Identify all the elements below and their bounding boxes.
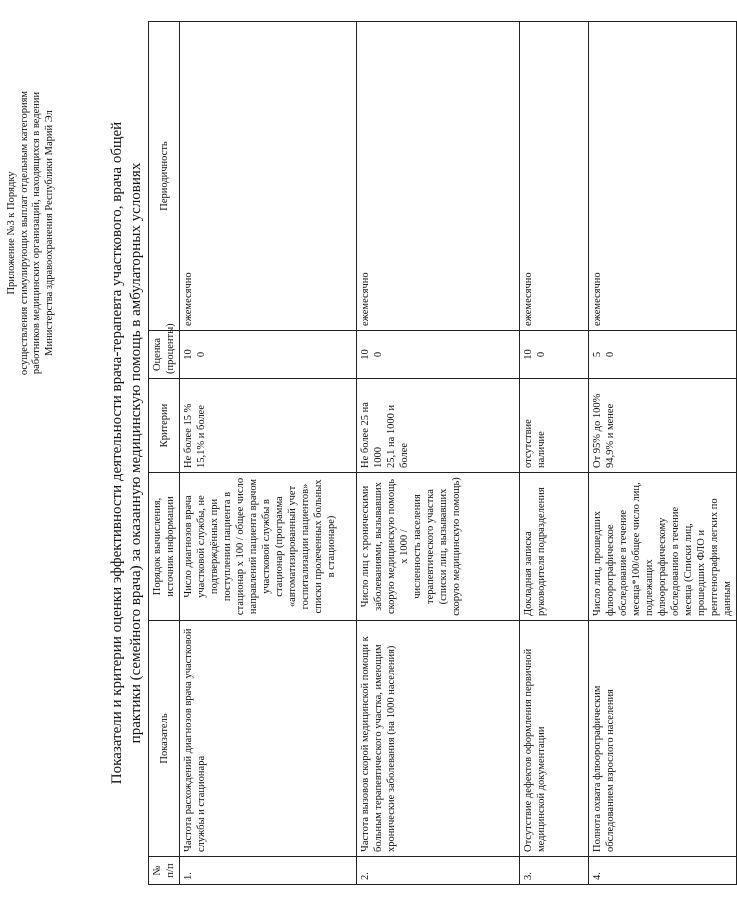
row-calc: Число лиц с хроническими заболеваниями, вызывавших скорую медицинскую помощь х 1000 / численность населения терапевтического участка (списки лиц, вызывавших скорую медицинскую помощь) [357, 473, 520, 621]
title-line: Показатели и критерии оценки эффективности деятельности врача-терапевта участкового, врача общей [109, 121, 125, 785]
row-num: 1. [180, 857, 357, 885]
appendix-line: работников медицинских организаций, находящихся в ведении [31, 91, 42, 375]
table-row [180, 22, 357, 885]
row-calc: Число диагнозов врача участковой службы, не подтверждённых при поступлении пациента в стационар х 100 / общее число направлений пациента врачом участковой службы в стационар (программа «автоматизированный учет госпитализации пациентов» списки пролеченных больных в стационаре) [180, 473, 357, 621]
row-num: 4. [589, 857, 737, 885]
row-period: ежемесячно [520, 22, 589, 331]
row-period: ежемесячно [180, 22, 357, 331]
header-period: Периодичность [149, 22, 180, 331]
appendix-note [6, 33, 56, 433]
document-title [108, 23, 146, 883]
header-calc: Порядок вычисления, источник информации [149, 473, 180, 621]
row-criteria: Не более 25 на 1000 25,1 на 1000 и более [357, 379, 520, 473]
appendix-line: Министерства здравоохранения Республики Марий Эл [43, 110, 55, 356]
table-row [357, 22, 520, 885]
row-period: ежемесячно [357, 22, 520, 331]
title-line: практики (семейного врача) за оказанную медицинскую помощь в амбулаторных условиях [128, 162, 144, 744]
table-header-row [149, 22, 180, 885]
row-indicator: Полнота охвата флюорографическим обследованием взрослого населения [589, 621, 737, 857]
row-period: ежемесячно [589, 22, 737, 331]
row-indicator: Частота расхождений диагнозов врача участковой службы и стационара [180, 621, 357, 857]
table-row [520, 22, 589, 885]
appendix-line: осуществления стимулирующих выплат отдельным категориям [18, 90, 30, 376]
row-score: 5 0 [589, 331, 737, 379]
row-score: 10 0 [180, 331, 357, 379]
row-calc: Докладная записка руководителя подразделения [520, 473, 589, 621]
row-num: 2. [357, 857, 520, 885]
row-num: 3. [520, 857, 589, 885]
row-calc: Число лиц, прошедших флюорографическое обследование в течение месяца*100/общее число лиц, подлежащих флюорографическому обследованию в течение месяца (Списки лиц, прошедших ФЛО и рентгенография легких по данным [589, 473, 737, 621]
table-row [589, 22, 737, 885]
row-indicator: Частота вызовов скорой медицинской помощи к больным терапевтического участка, имеющим хронические заболевания (на 1000 населения) [357, 621, 520, 857]
row-score: 10 0 [357, 331, 520, 379]
header-indicator: Показатель [149, 621, 180, 857]
row-criteria: отсутствие наличие [520, 379, 589, 473]
appendix-line: Приложение №3 к Порядку [6, 171, 17, 295]
row-score: 10 0 [520, 331, 589, 379]
row-criteria: Не более 15 % 15,1% и более [180, 379, 357, 473]
row-indicator: Отсутствие дефектов оформления первичной медицинской документации [520, 621, 589, 857]
header-score: Оценка (проценты) [149, 331, 180, 379]
header-criteria: Критерии [149, 379, 180, 473]
header-num: № п/п [149, 857, 180, 885]
criteria-table [148, 21, 737, 885]
row-criteria: От 95% до 100% 94,9% и менее [589, 379, 737, 473]
